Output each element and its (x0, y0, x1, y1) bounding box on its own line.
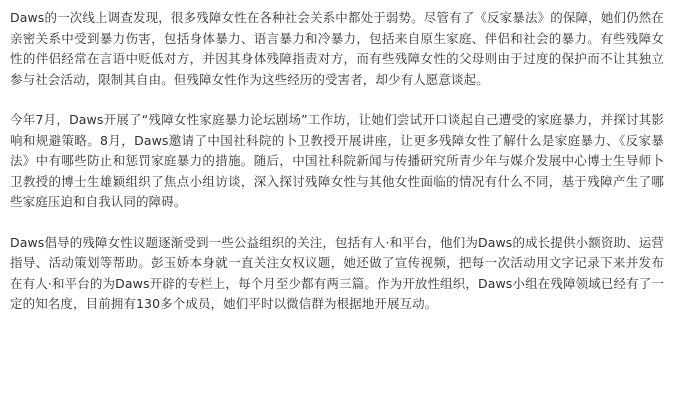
paragraph-3: Daws倡导的残障女性议题逐渐受到一些公益组织的关注，包括有人·和平台，他们为Daws的成长提供小额资助、运营指导、活动策划等帮助。彭玉娇本身就一直关注女权议题，她还做了宣传视频，把每一次活动用文字记录下来并发布在有人·和平台的为Daws开辟的专栏上，每个月至少都有两三篇。作为开放性组织，Daws小组在残障领域已经有了一定的知名度，目前拥有130多个成员，她们平时以微信群为根据地开展互动。 (10, 234, 664, 311)
paragraph-1: Daws的一次线上调查发现，很多残障女性在各种社会关系中都处于弱势。尽管有了《反家暴法》的保障，她们仍然在亲密关系中受到暴力伤害，包括身体暴力、语言暴力和冷暴力，包括来自原生家庭、伴侣和社会的暴力。有些残障女性的伴侣经常在言语中贬低对方，并因其身体残障指责对方，而有些残障女性的父母则由于过度的保护而不让其独立参与社会活动，限制其自由。但残障女性作为这些经历的受害者，却少有人愿意谈起。 (10, 10, 664, 87)
paragraph-2: 今年7月，Daws开展了“残障女性家庭暴力论坛剧场”工作坊，让她们尝试开口谈起自己遭受的家庭暴力，并探讨其影响和规避策略。8月，Daws邀请了中国社科院的卜卫教授开展讲座，让更多残障女性了解什么是家庭暴力、《反家暴法》中有哪些防止和惩罚家庭暴力的措施。随后，中国社科院新闻与传播研究所青少年与媒介发展中心博士生导师卜卫教授的博士生雄颖组织了焦点小组访谈，深入探讨残障女性与其他女性面临的情况有什么不同，基于残障产生了哪些家庭压迫和自我认同的障碍。 (10, 112, 664, 209)
